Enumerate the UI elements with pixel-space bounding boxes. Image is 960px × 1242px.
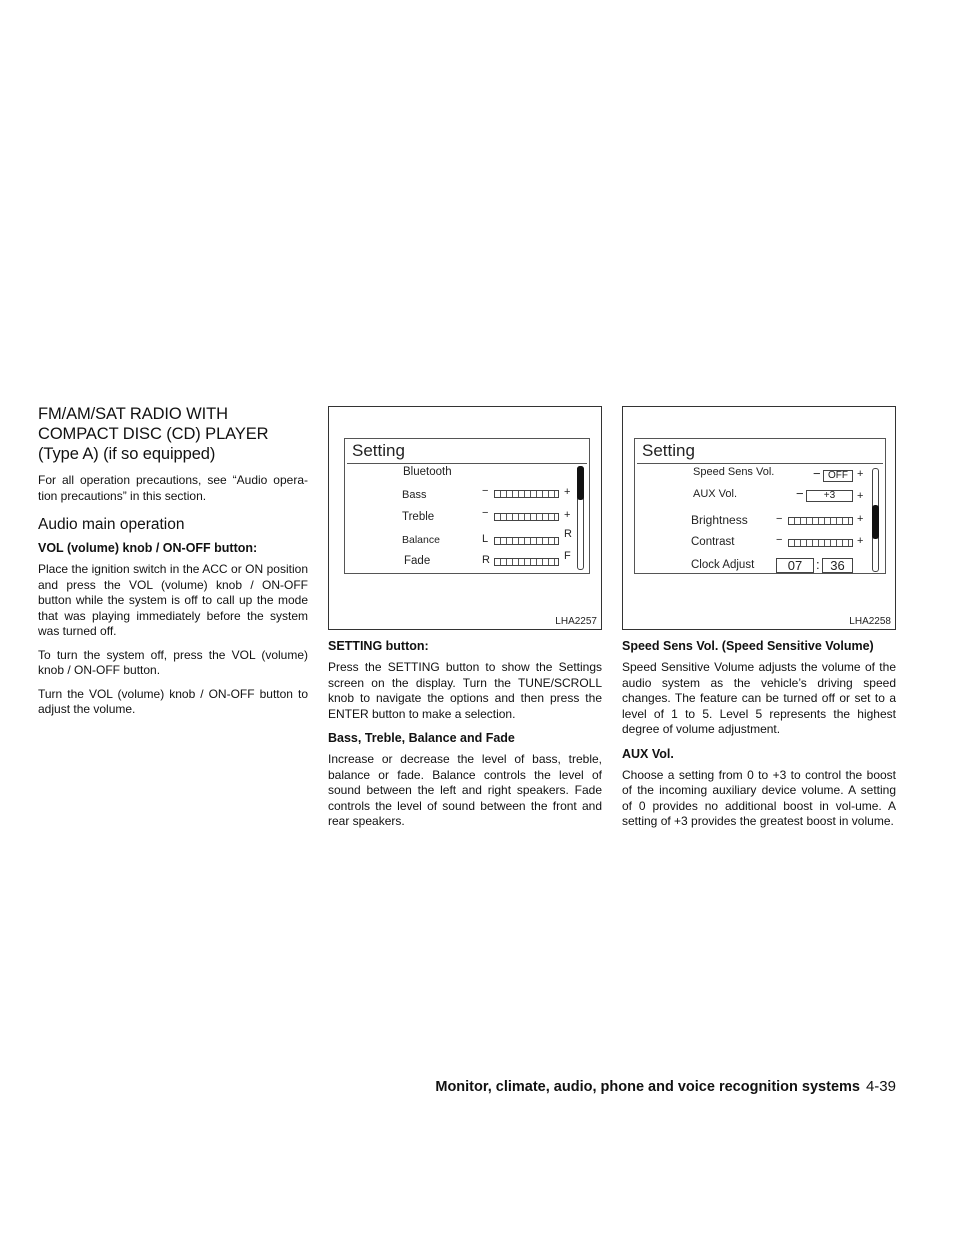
bass-paragraph: Increase or decrease the level of bass, treble, balance or fade. Balance controls the level of sound between the left and right speakers. Fade controls the level of sound between the front and rear speakers. <box>328 752 602 828</box>
column-right <box>622 406 896 838</box>
clock-separator: : <box>816 557 820 572</box>
contrast-level-bar <box>788 539 853 547</box>
speed-sens-heading: Speed Sens Vol. (Speed Sensitive Volume) <box>622 639 874 653</box>
menu-label-aux-vol: AUX Vol. <box>693 488 738 500</box>
menu-label-bass: Bass <box>402 489 427 501</box>
menu-label-balance: Balance <box>402 534 440 546</box>
scrollbar-thumb[interactable] <box>872 505 879 539</box>
clock-minute: 36 <box>822 558 853 573</box>
section-title: FM/AM/SAT RADIO WITH COMPACT DISC (CD) PLAYER (Type A) (if so equipped) <box>38 405 269 463</box>
clock-hour: 07 <box>776 558 814 573</box>
menu-label-bluetooth: Bluetooth <box>403 466 452 478</box>
menu-label-speed-sens-vol: Speed Sens Vol. <box>693 466 775 478</box>
rear-marker: R <box>482 554 490 566</box>
plus-icon: + <box>857 535 864 547</box>
menu-label-clock-adjust: Clock Adjust <box>691 559 755 571</box>
scrollbar[interactable] <box>577 466 584 570</box>
plus-icon: + <box>857 490 864 502</box>
page-number: 4-39 <box>865 1078 896 1095</box>
front-marker: F <box>564 550 571 562</box>
bass-heading: Bass, Treble, Balance and Fade <box>328 731 515 745</box>
plus-icon: + <box>857 468 864 480</box>
title-divider <box>637 463 883 464</box>
fade-level-bar <box>494 558 559 566</box>
speed-sens-paragraph: Speed Sensitive Volume adjusts the volume of the audio system as the vehicle’s driving speed changes. The feature can be turned off or set to a level of 1 to 5. Level 5 represents the highest degree of volume adjustment. <box>622 660 896 736</box>
setting-heading: SETTING button: <box>328 639 429 653</box>
vol-paragraph-3: Turn the VOL (volume) knob / ON-OFF button to adjust the volume. <box>38 686 308 716</box>
balance-level-bar <box>494 537 559 545</box>
treble-level-bar <box>494 513 559 521</box>
menu-label-contrast: Contrast <box>691 536 735 548</box>
menu-label-fade: Fade <box>404 555 431 567</box>
menu-label-treble: Treble <box>402 511 435 523</box>
plus-icon: + <box>857 513 864 525</box>
speed-sens-value: OFF <box>823 470 853 482</box>
menu-label-brightness: Brightness <box>691 513 748 527</box>
minus-icon: − <box>482 507 489 519</box>
screen-title: Setting <box>352 441 405 460</box>
plus-icon: + <box>564 509 571 521</box>
scrollbar-thumb[interactable] <box>577 466 584 500</box>
column-middle <box>328 406 602 838</box>
minus-icon: − <box>482 485 489 497</box>
column-left <box>38 404 308 726</box>
chapter-title: Monitor, climate, audio, phone and voice recognition systems <box>435 1079 860 1095</box>
scrollbar[interactable] <box>872 468 879 572</box>
minus-icon: − <box>776 513 783 525</box>
subsection-title: Audio main operation <box>38 516 185 533</box>
aux-vol-heading: AUX Vol. <box>622 746 674 761</box>
title-divider <box>347 463 587 464</box>
screen-title: Setting <box>642 441 695 460</box>
minus-icon: − <box>776 534 783 546</box>
right-marker: R <box>564 528 572 540</box>
page-footer <box>420 1078 896 1095</box>
figure-id: LHA2258 <box>849 616 891 627</box>
vol-heading: VOL (volume) knob / ON-OFF button: <box>38 541 258 555</box>
setting-screen <box>634 438 886 574</box>
figure-id: LHA2257 <box>555 616 597 627</box>
brightness-level-bar <box>788 517 853 525</box>
vol-paragraph-2: To turn the system off, press the VOL (volume) knob / ON-OFF button. <box>38 647 308 677</box>
bass-level-bar <box>494 490 559 498</box>
minus-icon: − <box>796 486 804 501</box>
setting-screen <box>344 438 590 574</box>
aux-vol-paragraph: Choose a setting from 0 to +3 to control the boost of the incoming auxiliary device volume. A setting of 0 provides no additional boost in vol-ume. A setting of +3 provides the greatest boost in volume. <box>622 767 896 828</box>
minus-icon: − <box>813 466 821 481</box>
left-marker: L <box>482 533 489 545</box>
intro-paragraph: For all operation precautions, see “Audio opera-tion precautions” in this section. <box>38 473 308 503</box>
aux-vol-value: +3 <box>806 490 853 502</box>
setting-paragraph: Press the SETTING button to show the Settings screen on the display. Turn the TUNE/SCROLL knob to navigate the options and then press the ENTER button to make a selection. <box>328 660 602 721</box>
figure-setting-audio <box>328 406 602 630</box>
vol-paragraph-1: Place the ignition switch in the ACC or ON position and press the VOL (volume) knob / ON-OFF button while the system is off to call up the mode that was playing immediately before the system was turned off. <box>38 562 308 638</box>
figure-setting-display <box>622 406 896 630</box>
plus-icon: + <box>564 486 571 498</box>
